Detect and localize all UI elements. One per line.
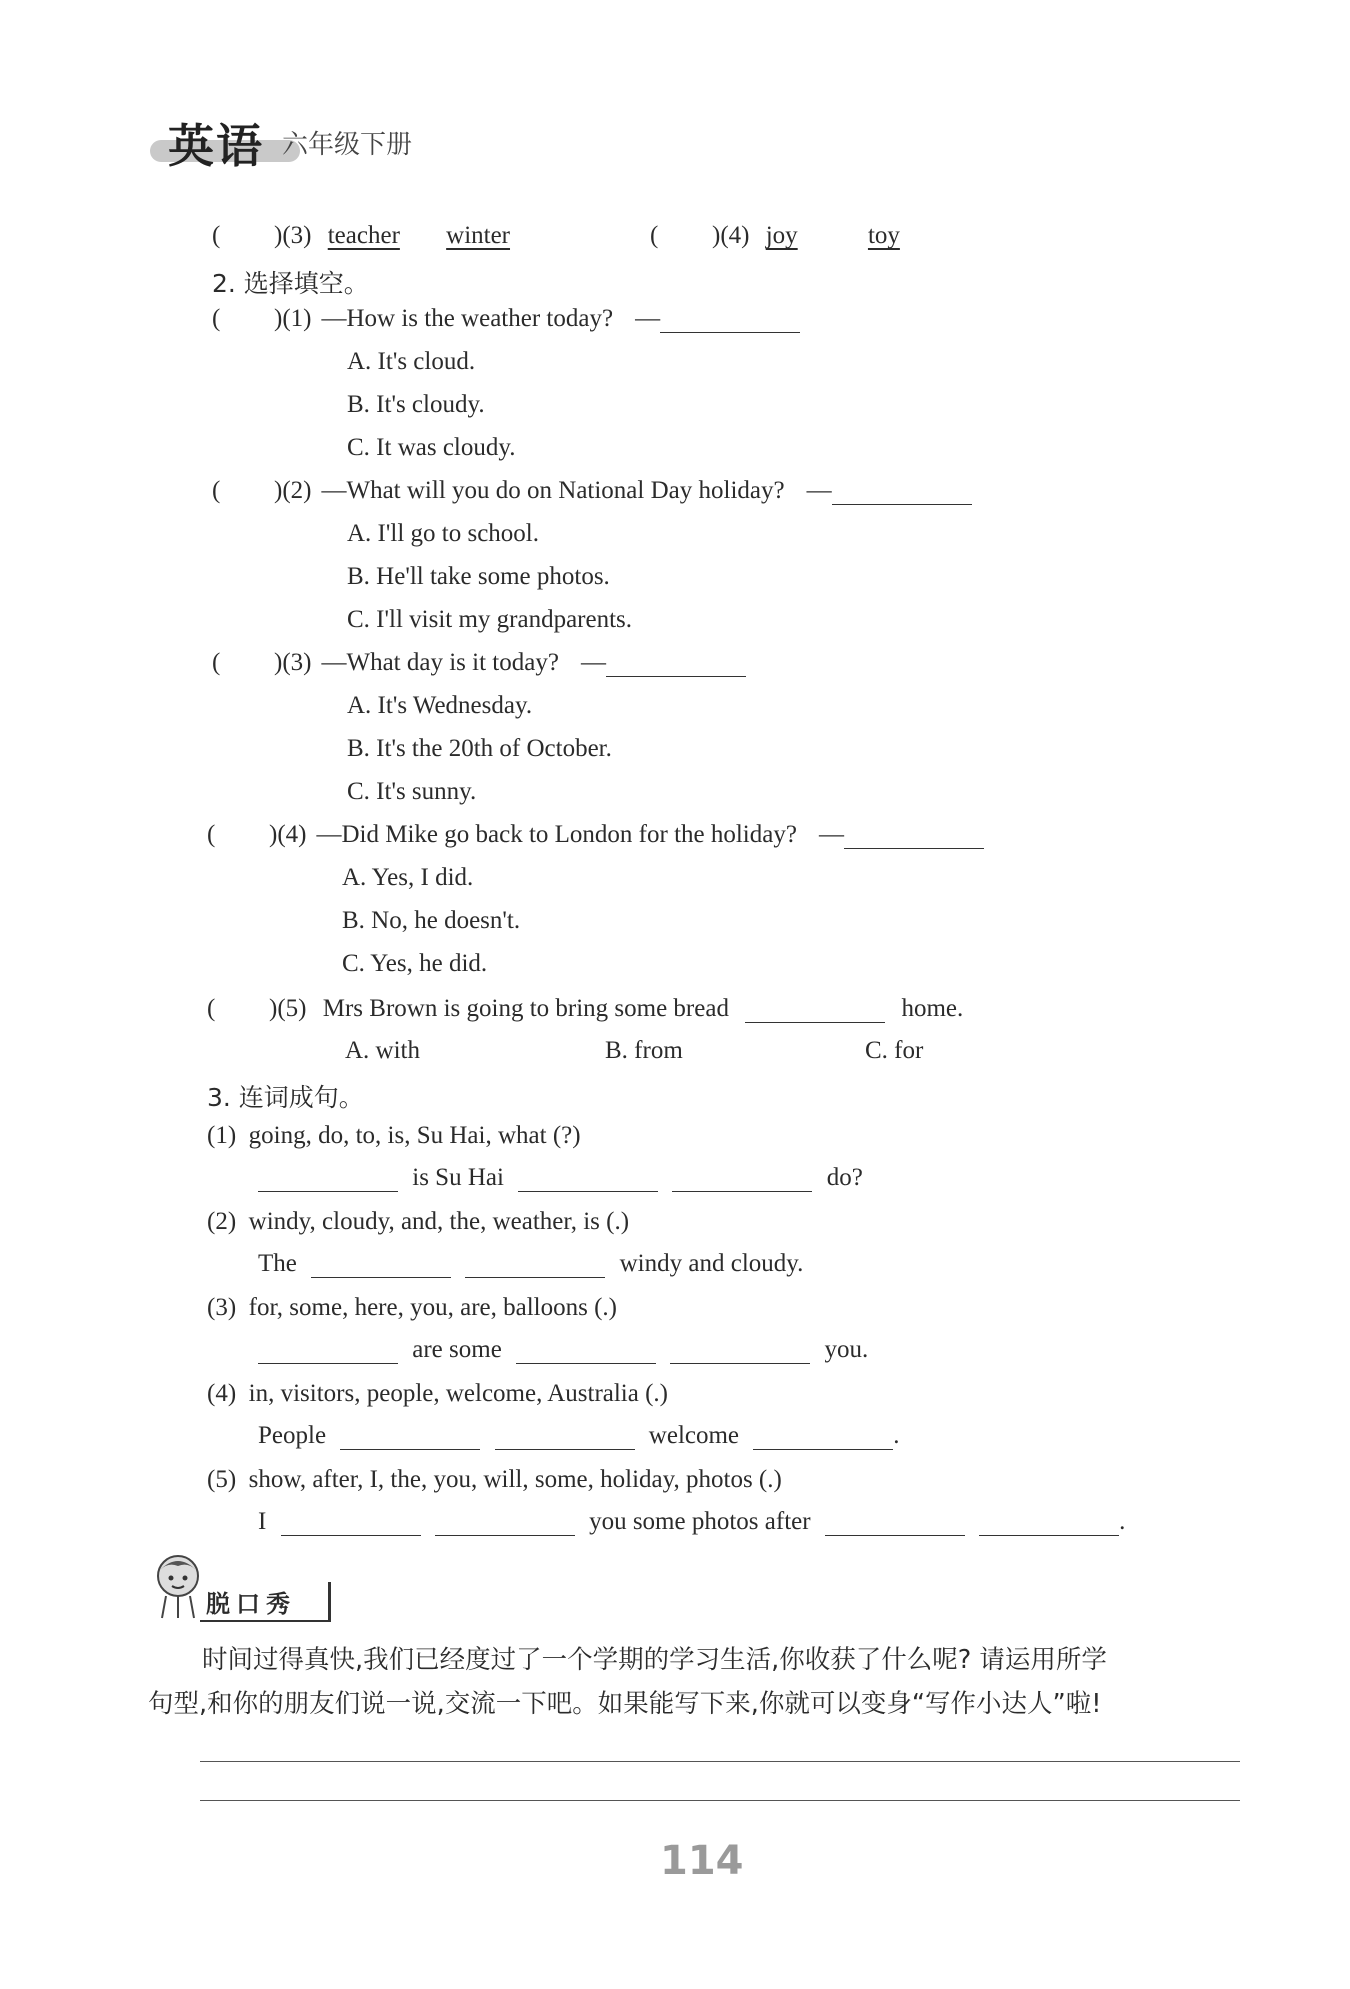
option-a: A. I'll go to school. — [347, 520, 539, 547]
question-number: )(3) — [274, 222, 312, 249]
talk-show-text: 时间过得真快,我们已经度过了一个学期的学习生活,你收获了什么呢? 请运用所学 — [202, 1645, 1107, 1675]
answer-line: is Su Hai do? — [258, 1164, 863, 1192]
option-b: B. No, he doesn't. — [342, 907, 521, 934]
section-title: 3. 连词成句。 — [207, 1083, 364, 1112]
word-list: (3) for, some, here, you, are, balloons (.) — [207, 1294, 617, 1321]
pronunciation-row — [650, 222, 900, 250]
answer-blank[interactable] — [844, 822, 984, 849]
answer-blank[interactable] — [825, 1509, 965, 1536]
answer-paren: ( — [650, 222, 659, 249]
pronunciation-row — [212, 222, 510, 250]
question-row: ( )(2) —What will you do on National Day holiday? — — [212, 477, 972, 505]
question-number: )(4) — [712, 222, 750, 249]
answer-line: are some you. — [258, 1336, 868, 1364]
word: joy — [765, 222, 798, 249]
question-number: )(4) — [269, 821, 307, 848]
answer-line: People welcome . — [258, 1422, 900, 1449]
page-number: 114 — [660, 1838, 744, 1884]
answer-paren: ( — [212, 222, 221, 249]
question-number: )(2) — [274, 477, 312, 504]
answer-blank[interactable] — [670, 1337, 810, 1364]
word: toy — [867, 222, 900, 249]
answer-blank[interactable] — [258, 1337, 398, 1364]
writing-line[interactable] — [200, 1761, 1240, 1762]
answer-blank[interactable] — [832, 478, 972, 505]
grade-subtitle: 六年级下册 — [282, 130, 413, 160]
answer-blank[interactable] — [979, 1509, 1119, 1536]
answer-blank[interactable] — [660, 306, 800, 333]
answer-blank[interactable] — [465, 1251, 605, 1278]
option-c: C. I'll visit my grandparents. — [347, 606, 633, 633]
answer-line: I you some photos after . — [258, 1508, 1126, 1535]
answer-blank[interactable] — [281, 1509, 421, 1536]
answer-blank[interactable] — [753, 1423, 893, 1450]
question-text: —What day is it today? — [321, 649, 559, 676]
word: teacher — [327, 222, 400, 249]
question-row: ( )(1) —How is the weather today? — — [212, 305, 800, 333]
question-text: —Did Mike go back to London for the holiday? — [316, 821, 797, 848]
option-b: B. from — [605, 1037, 683, 1064]
question-text: Mrs Brown is going to bring some bread — [322, 995, 729, 1022]
question-row: ( )(4) —Did Mike go back to London for the holiday? — — [207, 821, 984, 849]
option-c: C. Yes, he did. — [342, 950, 488, 977]
question-number: )(1) — [274, 305, 312, 332]
option-b: B. He'll take some photos. — [347, 563, 610, 590]
question-number: )(5) — [269, 995, 307, 1022]
option-c: C. It was cloudy. — [347, 434, 516, 461]
option-a: A. Yes, I did. — [342, 864, 474, 891]
word-list: (4) in, visitors, people, welcome, Australia (.) — [207, 1380, 669, 1407]
question-row: ( )(5) Mrs Brown is going to bring some bread home. — [207, 995, 964, 1022]
girl-mascot-icon — [148, 1552, 208, 1622]
answer-blank[interactable] — [745, 996, 885, 1023]
option-b: B. It's cloudy. — [347, 391, 485, 418]
option-a: A. It's Wednesday. — [347, 692, 533, 719]
question-text: —What will you do on National Day holiday? — [321, 477, 785, 504]
answer-blank[interactable] — [311, 1251, 451, 1278]
option-a: A. with — [345, 1037, 420, 1064]
section-title: 2. 选择填空。 — [212, 269, 369, 298]
writing-line[interactable] — [200, 1800, 1240, 1801]
word-list: (2) windy, cloudy, and, the, weather, is (.) — [207, 1208, 630, 1235]
answer-blank[interactable] — [340, 1423, 480, 1450]
answer-blank[interactable] — [435, 1509, 575, 1536]
question-number: )(3) — [274, 649, 312, 676]
answer-blank[interactable] — [518, 1165, 658, 1192]
option-c: C. for — [865, 1037, 924, 1064]
word: winter — [446, 222, 511, 249]
talk-show-text: 句型,和你的朋友们说一说,交流一下吧。如果能写下来,你就可以变身“写作小达人”啦! — [148, 1689, 1102, 1719]
option-a: A. It's cloud. — [347, 348, 476, 375]
answer-blank[interactable] — [672, 1165, 812, 1192]
question-text: —How is the weather today? — [321, 305, 614, 332]
answer-blank[interactable] — [606, 650, 746, 677]
answer-blank[interactable] — [258, 1165, 398, 1192]
answer-blank[interactable] — [495, 1423, 635, 1450]
talk-show-label: 脱口秀 — [206, 1590, 296, 1618]
option-c: C. It's sunny. — [347, 778, 477, 805]
question-text: home. — [901, 995, 964, 1022]
option-b: B. It's the 20th of October. — [347, 735, 612, 762]
question-row: ( )(3) —What day is it today? — — [212, 649, 746, 677]
answer-line: The windy and cloudy. — [258, 1250, 804, 1277]
word-list: (1) going, do, to, is, Su Hai, what (?) — [207, 1122, 581, 1149]
word-list: (5) show, after, I, the, you, will, some, holiday, photos (.) — [207, 1466, 782, 1493]
answer-blank[interactable] — [516, 1337, 656, 1364]
subject-title: 英语 — [168, 119, 264, 173]
